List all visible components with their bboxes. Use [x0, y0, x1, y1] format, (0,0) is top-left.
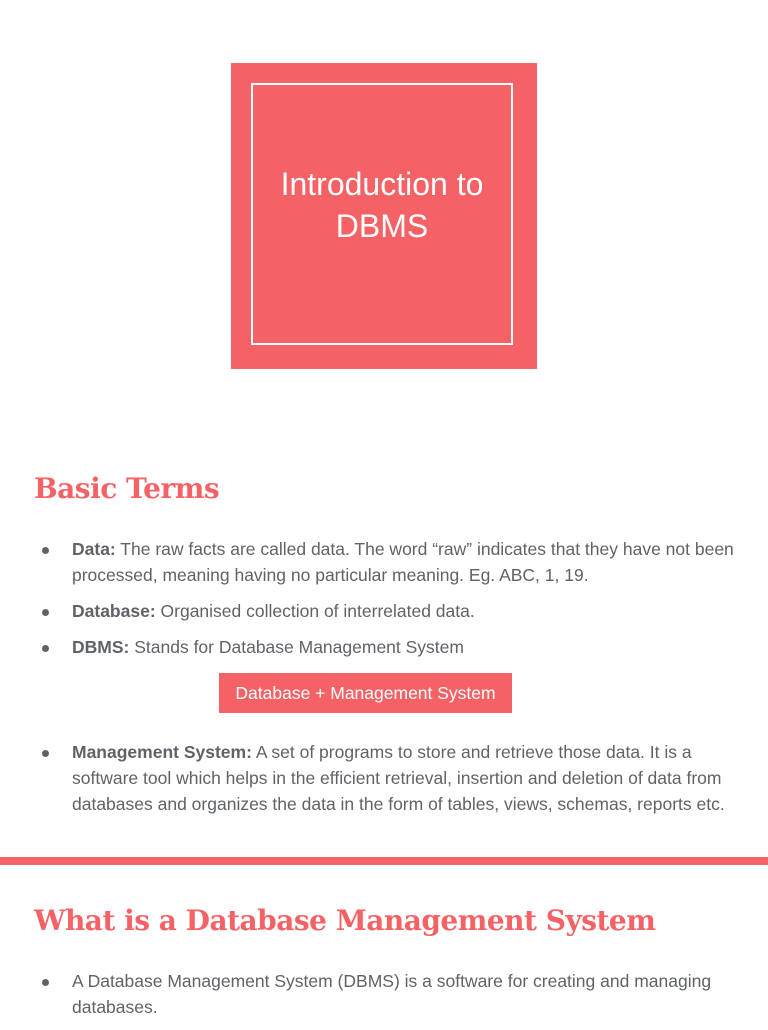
list-item: [40, 739, 740, 817]
bullet-icon: [42, 979, 49, 986]
what-is-dbms-list: [40, 968, 740, 1030]
term-definition: Organised collection of interrelated data.: [155, 601, 475, 621]
list-item: [40, 634, 740, 660]
dbms-highlight-box: Database + Management System: [219, 673, 512, 713]
term-definition: A set of programs to store and retrieve those data. It is a software tool which helps in the efficient retrieval, insertion and deletion of data from databases and organizes the data in the form of tables, views, schemas, reports etc.: [72, 742, 725, 814]
bullet-icon: [42, 645, 49, 652]
title-card: [231, 63, 537, 369]
management-system-list: [40, 739, 740, 827]
term-label: Database:: [72, 601, 156, 621]
section-divider: [0, 857, 768, 865]
page-title: [253, 163, 511, 247]
term-label: DBMS:: [72, 637, 130, 657]
section-heading-what-is-dbms: What is a Database Management System: [34, 904, 656, 937]
bullet-icon: [42, 609, 49, 616]
list-item: [40, 536, 740, 588]
list-item-text: A Database Management System (DBMS) is a software for creating and managing databases.: [72, 971, 712, 1017]
bullet-icon: [42, 750, 49, 757]
title-line-2: DBMS: [335, 208, 429, 244]
list-item: [40, 968, 740, 1020]
term-label: Management System:: [72, 742, 252, 762]
title-frame: [251, 83, 513, 345]
basic-terms-list: [40, 536, 740, 670]
term-definition: The raw facts are called data. The word “raw” indicates that they have not been processed, meaning having no particular meaning. Eg. ABC, 1, 19.: [72, 539, 734, 585]
bullet-icon: [42, 547, 49, 554]
term-label: Data:: [72, 539, 116, 559]
section-heading-basic-terms: Basic Terms: [34, 472, 220, 505]
term-definition: Stands for Database Management System: [129, 637, 464, 657]
title-line-1: Introduction to: [280, 166, 484, 202]
list-item: [40, 598, 740, 624]
